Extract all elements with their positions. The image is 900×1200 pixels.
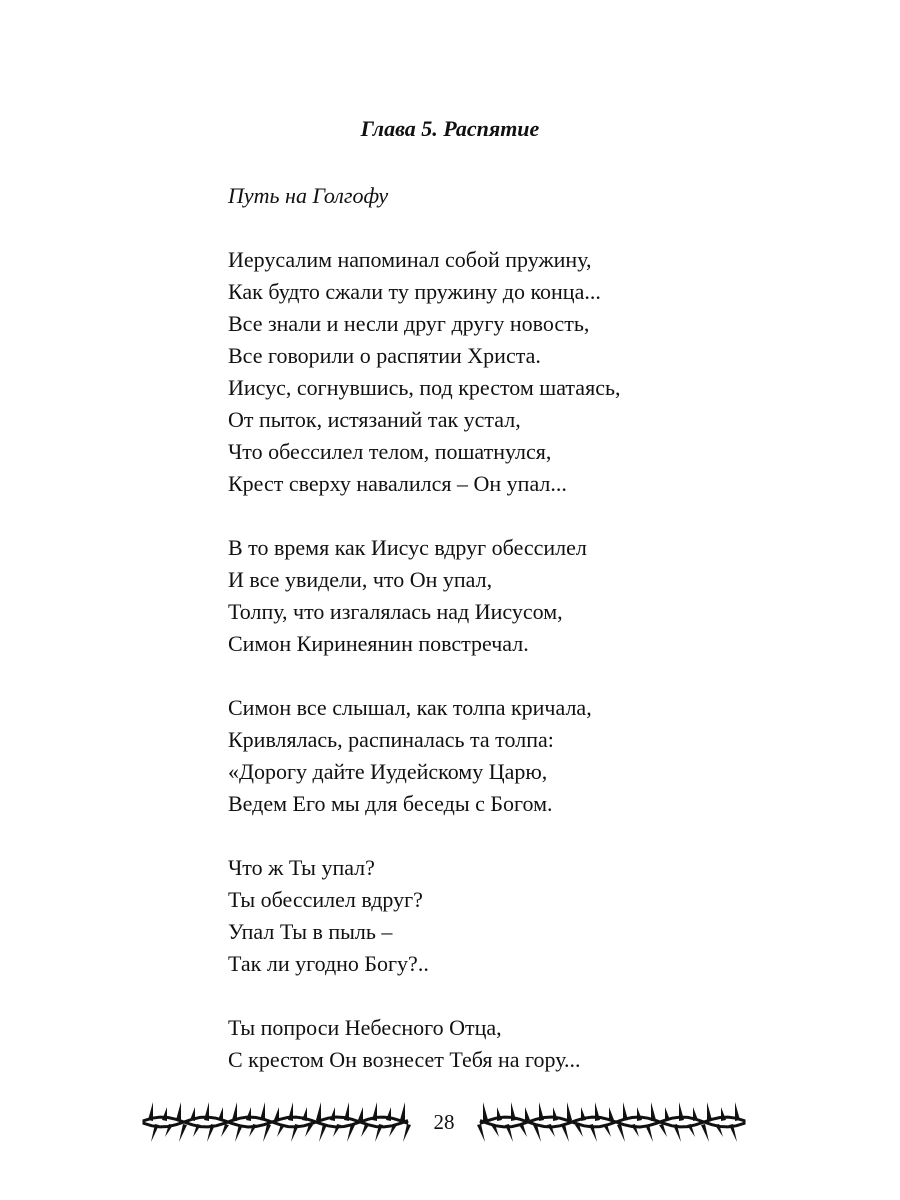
poem-line: Ведем Его мы для беседы с Богом.	[228, 791, 553, 816]
poem-line: Иисус, согнувшись, под крестом шатаясь,	[228, 375, 621, 400]
poem-line: В то время как Иисус вдруг обессилел	[228, 535, 587, 560]
thorn-ornament-right-icon	[476, 1098, 748, 1146]
poem-line: Иерусалим напоминал собой пружину,	[228, 247, 592, 272]
stanza-5	[228, 1012, 848, 1076]
stanza-3	[228, 692, 848, 820]
thorn-ornament-left-icon	[140, 1098, 412, 1146]
stanza-1	[228, 244, 848, 500]
poem-subtitle: Путь на Голгофу	[228, 183, 389, 208]
poem-line: «Дорогу дайте Иудейскому Царю,	[228, 759, 548, 784]
poem-line: С крестом Он вознесет Тебя на гору...	[228, 1047, 581, 1072]
poem-line: Крест сверху навалился – Он упал...	[228, 471, 567, 496]
page-number: 28	[433, 1110, 455, 1134]
poem-line: Что ж Ты упал?	[228, 855, 375, 880]
chapter-title: Глава 5. Распятие	[360, 116, 540, 141]
poem-line: И все увидели, что Он упал,	[228, 567, 493, 592]
poem-line: Так ли угодно Богу?..	[228, 951, 429, 976]
poem-line: Кривлялась, распиналась та толпа:	[228, 727, 554, 752]
stanza-2	[228, 532, 848, 660]
poem-line: Все знали и несли друг другу новость,	[228, 311, 590, 336]
poem-line: Все говорили о распятии Христа.	[228, 343, 541, 368]
poem-line: Что обессилел телом, пошатнулся,	[228, 439, 552, 464]
page-footer	[0, 1098, 900, 1146]
poem-body	[228, 180, 848, 1108]
poem-line: От пыток, истязаний так устал,	[228, 407, 521, 432]
poem-line: Ты обессилел вдруг?	[228, 887, 423, 912]
poem-line: Симон Киринеянин повстречал.	[228, 631, 529, 656]
poem-line: Симон все слышал, как толпа кричала,	[228, 695, 592, 720]
poem-line: Ты попроси Небесного Отца,	[228, 1015, 502, 1040]
poem-line: Упал Ты в пыль –	[228, 919, 393, 944]
stanza-4	[228, 852, 848, 980]
poem-line: Как будто сжали ту пружину до конца...	[228, 279, 601, 304]
poem-line: Толпу, что изгалялась над Иисусом,	[228, 599, 563, 624]
